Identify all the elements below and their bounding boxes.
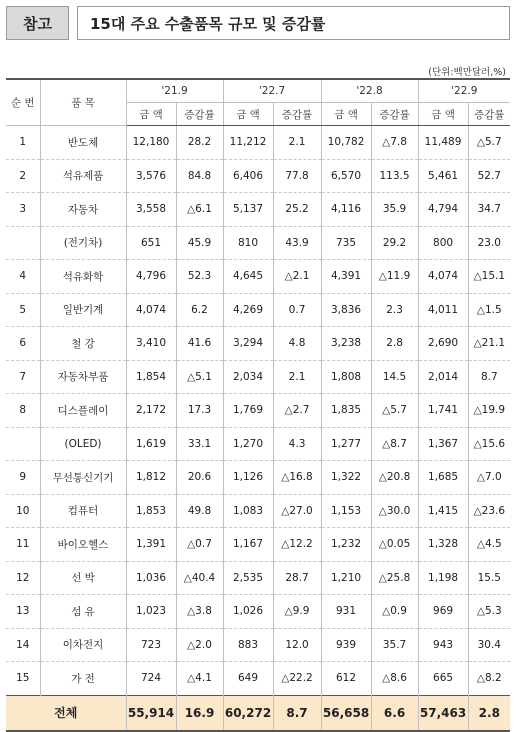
item-cell: 자동차 [40,193,126,227]
rate-cell: △19.9 [468,394,510,428]
amount-cell: 1,153 [321,494,371,528]
table-row [6,427,510,461]
amount-cell: 2,690 [418,327,468,361]
amount-cell: 724 [126,662,176,696]
total-label: 전체 [6,695,126,731]
rate-cell: 23.0 [468,226,510,260]
amount-cell: 1,036 [126,561,176,595]
amount-cell: 800 [418,226,468,260]
amount-cell: 3,836 [321,293,371,327]
item-cell: 일반기계 [40,293,126,327]
amount-cell: 4,074 [418,260,468,294]
amount-cell: 1,808 [321,360,371,394]
item-cell: 반도체 [40,126,126,160]
amount-cell: 735 [321,226,371,260]
header-rate: 증감률 [468,103,510,126]
rate-cell: 2.3 [371,293,418,327]
header-rate: 증감률 [273,103,321,126]
amount-cell: 3,576 [126,159,176,193]
item-cell: 디스플레이 [40,394,126,428]
amount-cell: 12,180 [126,126,176,160]
rate-cell: 84.8 [176,159,223,193]
rank-cell: 12 [6,561,40,595]
header-amount: 금 액 [418,103,468,126]
rate-cell: △2.7 [273,394,321,428]
rate-cell: 0.7 [273,293,321,327]
table-row [6,360,510,394]
rate-cell: 17.3 [176,394,223,428]
amount-cell: 1,328 [418,528,468,562]
rate-cell: 52.3 [176,260,223,294]
amount-cell: 4,391 [321,260,371,294]
rate-cell: 35.9 [371,193,418,227]
rate-cell: △22.2 [273,662,321,696]
rate-cell: 34.7 [468,193,510,227]
rate-cell: △5.1 [176,360,223,394]
rate-cell: △23.6 [468,494,510,528]
rate-cell: △5.3 [468,595,510,629]
amount-cell: 931 [321,595,371,629]
rate-cell: 4.8 [273,327,321,361]
rate-cell: △0.9 [371,595,418,629]
rate-cell: 41.6 [176,327,223,361]
rank-cell: 3 [6,193,40,227]
total-amount-cell: 56,658 [321,695,371,731]
rank-cell [6,427,40,461]
amount-cell: 1,741 [418,394,468,428]
table-row [6,293,510,327]
amount-cell: 1,853 [126,494,176,528]
amount-cell: 1,277 [321,427,371,461]
rate-cell: △0.7 [176,528,223,562]
rate-cell: 12.0 [273,628,321,662]
page-header [6,6,510,40]
rate-cell: △5.7 [468,126,510,160]
amount-cell: 723 [126,628,176,662]
total-row [6,695,510,731]
rank-cell: 13 [6,595,40,629]
amount-cell: 651 [126,226,176,260]
rate-cell: 25.2 [273,193,321,227]
rate-cell: 35.7 [371,628,418,662]
amount-cell: 4,011 [418,293,468,327]
header-amount: 금 액 [223,103,273,126]
table-row [6,662,510,696]
item-cell: 석유화학 [40,260,126,294]
amount-cell: 1,685 [418,461,468,495]
rate-cell: △25.8 [371,561,418,595]
total-rate-cell: 16.9 [176,695,223,731]
item-cell: 자동차부품 [40,360,126,394]
amount-cell: 6,570 [321,159,371,193]
amount-cell: 1,232 [321,528,371,562]
rate-cell: △16.8 [273,461,321,495]
amount-cell: 5,137 [223,193,273,227]
header-period: '22.9 [418,79,510,103]
rate-cell: △9.9 [273,595,321,629]
rank-cell: 7 [6,360,40,394]
page-title: 15대 주요 수출품목 규모 및 증감률 [77,6,510,40]
total-rate-cell: 8.7 [273,695,321,731]
item-cell: 석유제품 [40,159,126,193]
reference-label: 참고 [6,6,69,40]
rate-cell: 20.6 [176,461,223,495]
header-period: '22.8 [321,79,418,103]
item-cell: 무선통신기기 [40,461,126,495]
rate-cell: 113.5 [371,159,418,193]
amount-cell: 1,270 [223,427,273,461]
rate-cell: 8.7 [468,360,510,394]
rate-cell: 14.5 [371,360,418,394]
rate-cell: △2.0 [176,628,223,662]
amount-cell: 3,238 [321,327,371,361]
rate-cell: △15.1 [468,260,510,294]
rate-cell: △0.05 [371,528,418,562]
rank-cell: 10 [6,494,40,528]
rate-cell: △2.1 [273,260,321,294]
rate-cell: △4.1 [176,662,223,696]
table-row [6,595,510,629]
rate-cell: △20.8 [371,461,418,495]
rank-cell: 14 [6,628,40,662]
header-rate: 증감률 [176,103,223,126]
rank-cell: 1 [6,126,40,160]
table-row [6,461,510,495]
amount-cell: 943 [418,628,468,662]
amount-cell: 4,116 [321,193,371,227]
amount-cell: 883 [223,628,273,662]
amount-cell: 11,212 [223,126,273,160]
rank-cell: 2 [6,159,40,193]
item-cell: 섬 유 [40,595,126,629]
header-period: '22.7 [223,79,321,103]
amount-cell: 1,198 [418,561,468,595]
rate-cell: △11.9 [371,260,418,294]
amount-cell: 1,322 [321,461,371,495]
amount-cell: 6,406 [223,159,273,193]
item-cell: 철 강 [40,327,126,361]
amount-cell: 4,269 [223,293,273,327]
rate-cell: 43.9 [273,226,321,260]
amount-cell: 2,034 [223,360,273,394]
rate-cell: △12.2 [273,528,321,562]
total-amount-cell: 60,272 [223,695,273,731]
total-rate-cell: 2.8 [468,695,510,731]
rate-cell: △3.8 [176,595,223,629]
amount-cell: 1,367 [418,427,468,461]
rate-cell: △27.0 [273,494,321,528]
rate-cell: △30.0 [371,494,418,528]
amount-cell: 810 [223,226,273,260]
header-period: '21.9 [126,79,223,103]
rank-cell: 15 [6,662,40,696]
rate-cell: 77.8 [273,159,321,193]
rate-cell: △7.0 [468,461,510,495]
rate-cell: 45.9 [176,226,223,260]
amount-cell: 665 [418,662,468,696]
rate-cell: 6.2 [176,293,223,327]
rank-cell [6,226,40,260]
header-amount: 금 액 [321,103,371,126]
export-items-table [6,78,510,732]
header-amount: 금 액 [126,103,176,126]
item-cell: 바이오헬스 [40,528,126,562]
total-amount-cell: 55,914 [126,695,176,731]
rate-cell: △8.2 [468,662,510,696]
amount-cell: 4,074 [126,293,176,327]
total-rate-cell: 6.6 [371,695,418,731]
amount-cell: 5,461 [418,159,468,193]
rate-cell: △15.6 [468,427,510,461]
rate-cell: 30.4 [468,628,510,662]
amount-cell: 4,796 [126,260,176,294]
amount-cell: 1,619 [126,427,176,461]
rate-cell: △21.1 [468,327,510,361]
amount-cell: 11,489 [418,126,468,160]
rate-cell: △4.5 [468,528,510,562]
rate-cell: △8.7 [371,427,418,461]
rate-cell: △8.6 [371,662,418,696]
amount-cell: 4,794 [418,193,468,227]
rate-cell: △5.7 [371,394,418,428]
header-rate: 증감률 [371,103,418,126]
amount-cell: 649 [223,662,273,696]
rank-cell: 6 [6,327,40,361]
table-row [6,226,510,260]
amount-cell: 4,645 [223,260,273,294]
table-row [6,528,510,562]
rate-cell: 28.2 [176,126,223,160]
item-cell: 선 박 [40,561,126,595]
item-cell: (전기차) [40,226,126,260]
amount-cell: 2,172 [126,394,176,428]
amount-cell: 3,410 [126,327,176,361]
rate-cell: 33.1 [176,427,223,461]
table-row [6,327,510,361]
table-row [6,394,510,428]
amount-cell: 969 [418,595,468,629]
amount-cell: 1,769 [223,394,273,428]
amount-cell: 1,812 [126,461,176,495]
rank-cell: 8 [6,394,40,428]
amount-cell: 612 [321,662,371,696]
amount-cell: 2,014 [418,360,468,394]
table-row [6,126,510,160]
rate-cell: △40.4 [176,561,223,595]
item-cell: 컴퓨터 [40,494,126,528]
table-row [6,628,510,662]
amount-cell: 3,558 [126,193,176,227]
amount-cell: 1,210 [321,561,371,595]
amount-cell: 1,835 [321,394,371,428]
total-amount-cell: 57,463 [418,695,468,731]
amount-cell: 1,083 [223,494,273,528]
rank-cell: 5 [6,293,40,327]
rate-cell: △6.1 [176,193,223,227]
table-row [6,159,510,193]
rate-cell: 29.2 [371,226,418,260]
rate-cell: △1.5 [468,293,510,327]
rate-cell: 2.1 [273,126,321,160]
header-rank: 순 번 [6,79,40,126]
amount-cell: 1,415 [418,494,468,528]
item-cell: 이차전지 [40,628,126,662]
amount-cell: 939 [321,628,371,662]
rank-cell: 4 [6,260,40,294]
table-row [6,260,510,294]
amount-cell: 2,535 [223,561,273,595]
header-item: 품 목 [40,79,126,126]
rank-cell: 11 [6,528,40,562]
item-cell: (OLED) [40,427,126,461]
rate-cell: 2.1 [273,360,321,394]
amount-cell: 1,391 [126,528,176,562]
amount-cell: 1,023 [126,595,176,629]
rate-cell: 15.5 [468,561,510,595]
table-row [6,193,510,227]
rate-cell: 4.3 [273,427,321,461]
amount-cell: 1,167 [223,528,273,562]
rate-cell: 28.7 [273,561,321,595]
rate-cell: △7.8 [371,126,418,160]
table-row [6,494,510,528]
amount-cell: 3,294 [223,327,273,361]
amount-cell: 1,026 [223,595,273,629]
rate-cell: 52.7 [468,159,510,193]
amount-cell: 10,782 [321,126,371,160]
amount-cell: 1,854 [126,360,176,394]
rate-cell: 2.8 [371,327,418,361]
item-cell: 가 전 [40,662,126,696]
rank-cell: 9 [6,461,40,495]
amount-cell: 1,126 [223,461,273,495]
unit-note: (단위:백만달러,%) [428,67,506,78]
table-row [6,561,510,595]
rate-cell: 49.8 [176,494,223,528]
